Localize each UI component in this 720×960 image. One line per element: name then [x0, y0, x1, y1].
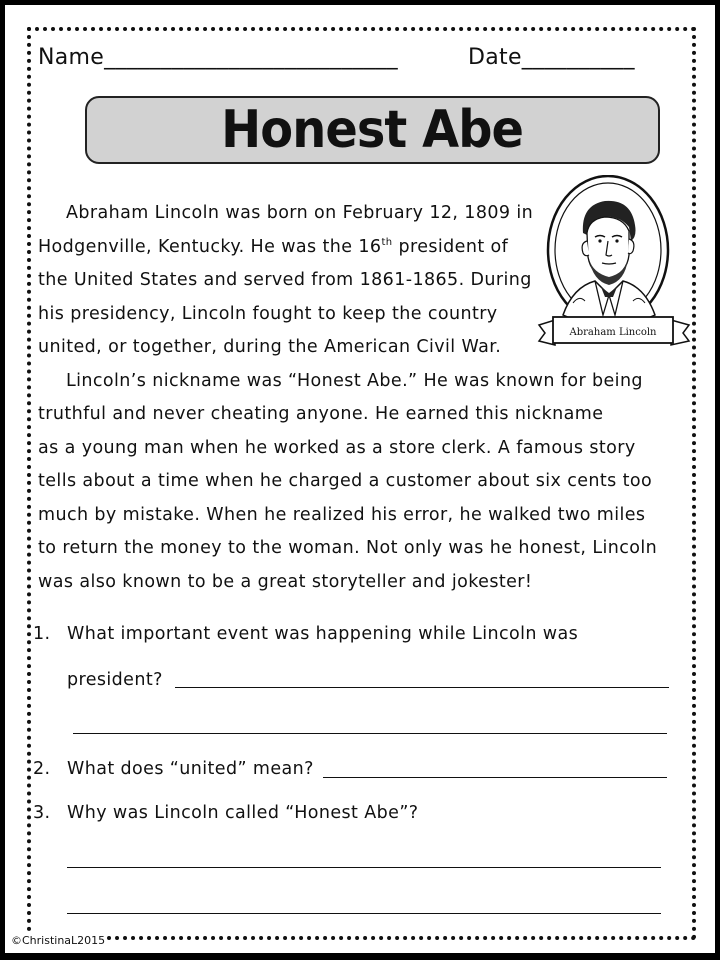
answer-line[interactable]: [73, 733, 667, 734]
date-field-label: Date__________: [468, 45, 635, 70]
question-number: 3.: [33, 803, 51, 823]
page-title: Honest Abe: [221, 100, 524, 160]
title-banner: [85, 96, 660, 164]
passage-line: as a young man when he worked as a store clerk. A famous story: [38, 437, 636, 458]
passage-line: Lincoln’s nickname was “Honest Abe.” He was known for being: [66, 370, 643, 391]
answer-line[interactable]: [67, 913, 661, 914]
passage-line: truthful and never cheating anyone. He earned this nickname: [38, 404, 604, 424]
question-2: [33, 759, 314, 779]
answer-line[interactable]: [175, 687, 669, 688]
worksheet-page: [5, 5, 715, 953]
answer-line[interactable]: [67, 867, 661, 868]
question-text: What important event was happening while Lincoln was: [67, 624, 579, 644]
passage-line: was also known to be a great storyteller and jokester!: [38, 571, 533, 592]
passage-line: his presidency, Lincoln fought to keep the country: [38, 303, 498, 324]
passage-line: Hodgenville, Kentucky. He was the 16th president of: [38, 236, 509, 257]
question-text: What does “united” mean?: [67, 759, 314, 779]
copyright-notice: ©ChristinaL2015: [11, 934, 106, 947]
question-1: [33, 624, 578, 644]
name-field-label: Name__________________________: [38, 45, 398, 70]
passage-line: much by mistake. When he realized his error, he walked two miles: [38, 504, 646, 525]
passage-line: united, or together, during the American Civil War.: [38, 337, 502, 357]
portrait-caption: Abraham Lincoln: [569, 327, 657, 338]
question-text-continued: president?: [67, 670, 163, 690]
question-1-continued: [67, 670, 163, 690]
passage-line: the United States and served from 1861-1865. During: [38, 270, 532, 290]
reading-passage: [38, 197, 678, 599]
question-text: Why was Lincoln called “Honest Abe”?: [67, 803, 419, 823]
passage-line: Abraham Lincoln was born on February 12, 1809 in: [66, 203, 534, 223]
passage-line: tells about a time when he charged a customer about six cents too: [38, 471, 653, 491]
passage-line: to return the money to the woman. Not only was he honest, Lincoln: [38, 538, 658, 558]
answer-line[interactable]: [323, 777, 667, 778]
question-number: 1.: [33, 624, 51, 644]
question-3: [33, 803, 418, 823]
question-number: 2.: [33, 759, 51, 779]
